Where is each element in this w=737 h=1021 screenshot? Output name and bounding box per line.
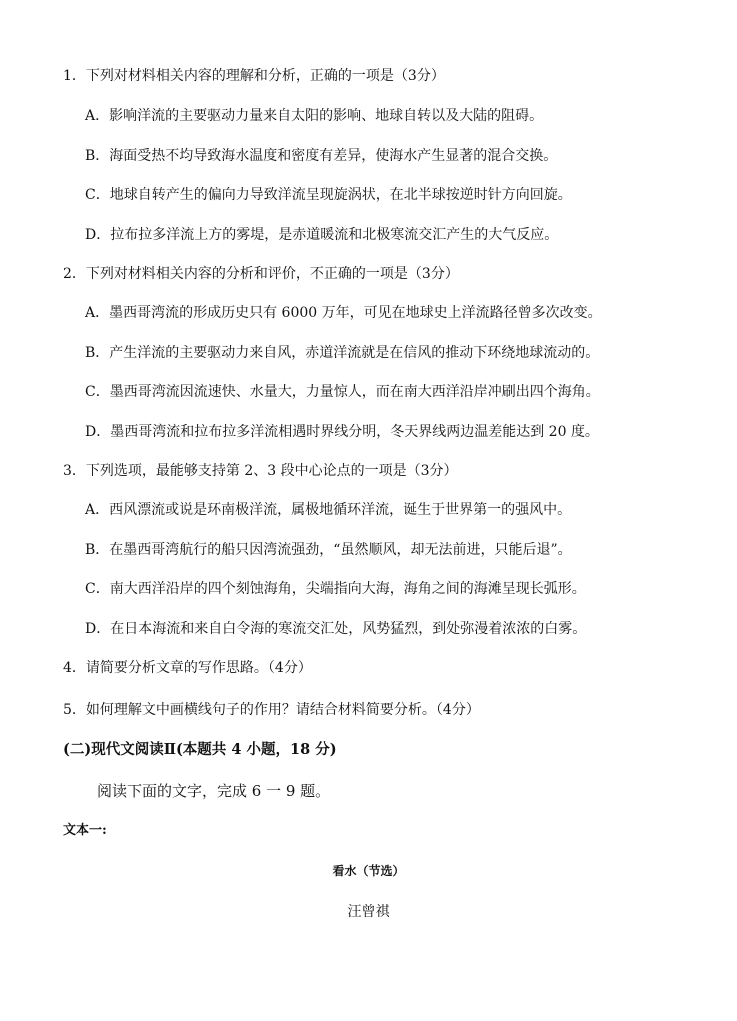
question-1-option-c: C．地球自转产生的偏向力导致洋流呈现旋涡状，在北半球按逆时针方向回旋。 [85,187,572,203]
article-title: 看水（节选） [332,864,405,878]
question-3-option-a: A．西风漂流或说是环南极洋流，属极地循环洋流，诞生于世界第一的强风中。 [85,502,572,518]
question-2-option-a: A．墨西哥湾流的形成历史只有 6000 万年，可见在地球史上洋流路径曾多次改变。 [85,305,602,321]
question-4-stem: 4．请简要分析文章的写作思路。（4分） [63,660,312,676]
question-3-option-b: B．在墨西哥湾航行的船只因湾流强劲，“虽然顺风，却无法前进，只能后退”。 [85,542,572,558]
question-1-option-b: B．海面受热不均导致海水温度和密度有差异，使海水产生显著的混合交换。 [85,148,558,164]
question-1-option-d: D．拉布拉多洋流上方的雾堤，是赤道暖流和北极寒流交汇产生的大气反应。 [85,227,559,243]
section-heading: (二)现代文阅读Ⅱ(本题共 4 小题，18 分) [63,741,337,758]
question-2-option-c: C．墨西哥湾流因流速快、水量大，力量惊人，而在南大西洋沿岸冲刷出四个海角。 [85,384,600,400]
question-2-option-b: B．产生洋流的主要驱动力来自风，赤道洋流就是在信风的推动下环绕地球流动的。 [85,345,600,361]
reading-instruction: 阅读下面的文字，完成 6 一 9 题。 [97,782,331,800]
question-5-stem: 5．如何理解文中画横线句子的作用？请结合材料简要分析。（4分） [63,702,480,718]
source-label: 文本一: [63,823,107,838]
article-author: 汪曾祺 [347,904,390,920]
question-1-option-a: A．影响洋流的主要驱动力量来自太阳的影响、地球自转以及大陆的阻碍。 [85,108,544,124]
question-3-option-c: C．南大西洋沿岸的四个刻蚀海角，尖端指向大海，海角之间的海滩呈现长弧形。 [85,581,586,597]
question-2-option-d: D．墨西哥湾流和拉布拉多洋流相遇时界线分明，冬天界线两边温差能达到 20 度。 [85,424,599,440]
question-2-stem: 2．下列对材料相关内容的分析和评价，不正确的一项是（3分） [63,266,459,282]
question-3-stem: 3．下列选项，最能够支持第 2、3 段中心论点的一项是（3分） [63,463,458,479]
question-3-option-d: D．在日本海流和来自白令海的寒流交汇处，风势猛烈，到处弥漫着浓浓的白雾。 [85,621,587,637]
question-1-stem: 1．下列对材料相关内容的理解和分析，正确的一项是（3分） [63,68,445,84]
